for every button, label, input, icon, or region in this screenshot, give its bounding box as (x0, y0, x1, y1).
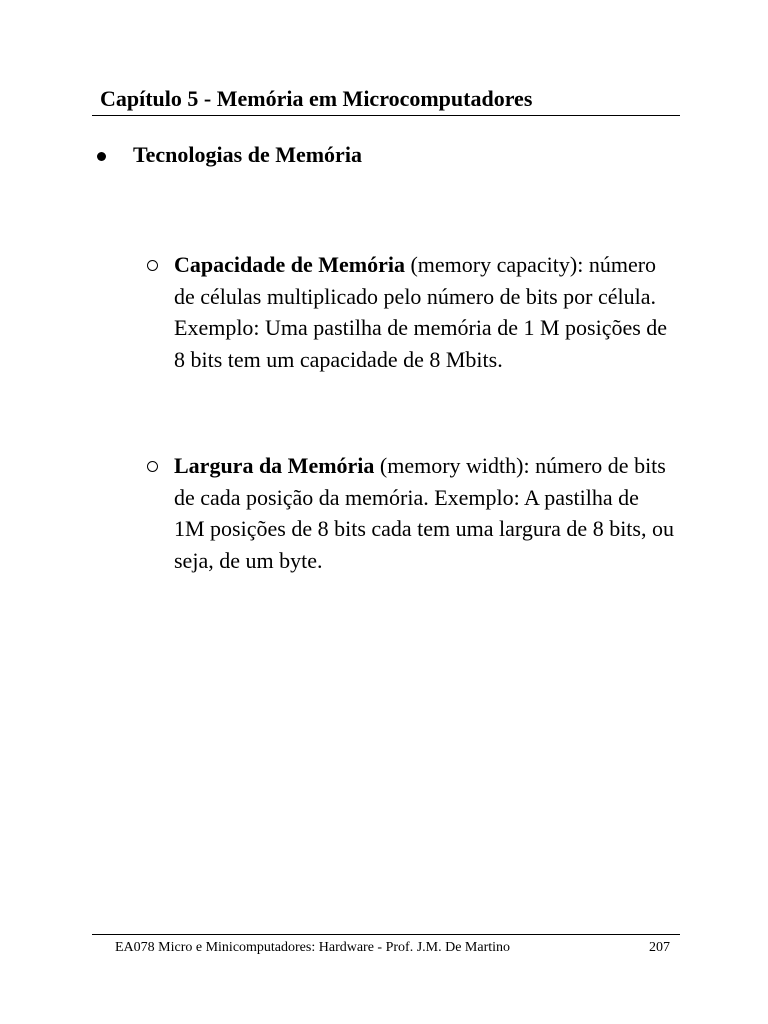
header-divider (92, 115, 680, 116)
section-heading (97, 138, 362, 172)
hollow-bullet-icon (147, 260, 158, 271)
footer-divider (92, 934, 680, 935)
list-item-text (174, 450, 674, 576)
list-item-description: (memory width): número de bits de cada posição da memória. Exemplo: A pastilha de 1M posições de 8 bits cada tem uma largura de 8 bits, ou seja, de um byte. (174, 453, 674, 573)
list-item (147, 249, 674, 375)
chapter-title: Capítulo 5 - Memória em Microcomputadores (100, 86, 533, 111)
list-item (147, 450, 674, 576)
list-item-text (174, 249, 674, 375)
list-item-term: Capacidade de Memória (174, 252, 405, 277)
hollow-bullet-icon (147, 461, 158, 472)
section-title: Tecnologias de Memória (133, 142, 362, 167)
list-item-description: (memory capacity): número de células multiplicado pelo número de bits por célula. Exemplo: Uma pastilha de memória de 1 M posições de 8 bits tem um capacidade de 8 Mbits. (174, 252, 668, 372)
list-item-term: Largura da Memória (174, 453, 375, 478)
footer-course-info: EA078 Micro e Minicomputadores: Hardware - Prof. J.M. De Martino (115, 940, 511, 955)
filled-bullet-icon (97, 152, 106, 161)
page-number: 207 (649, 940, 670, 955)
